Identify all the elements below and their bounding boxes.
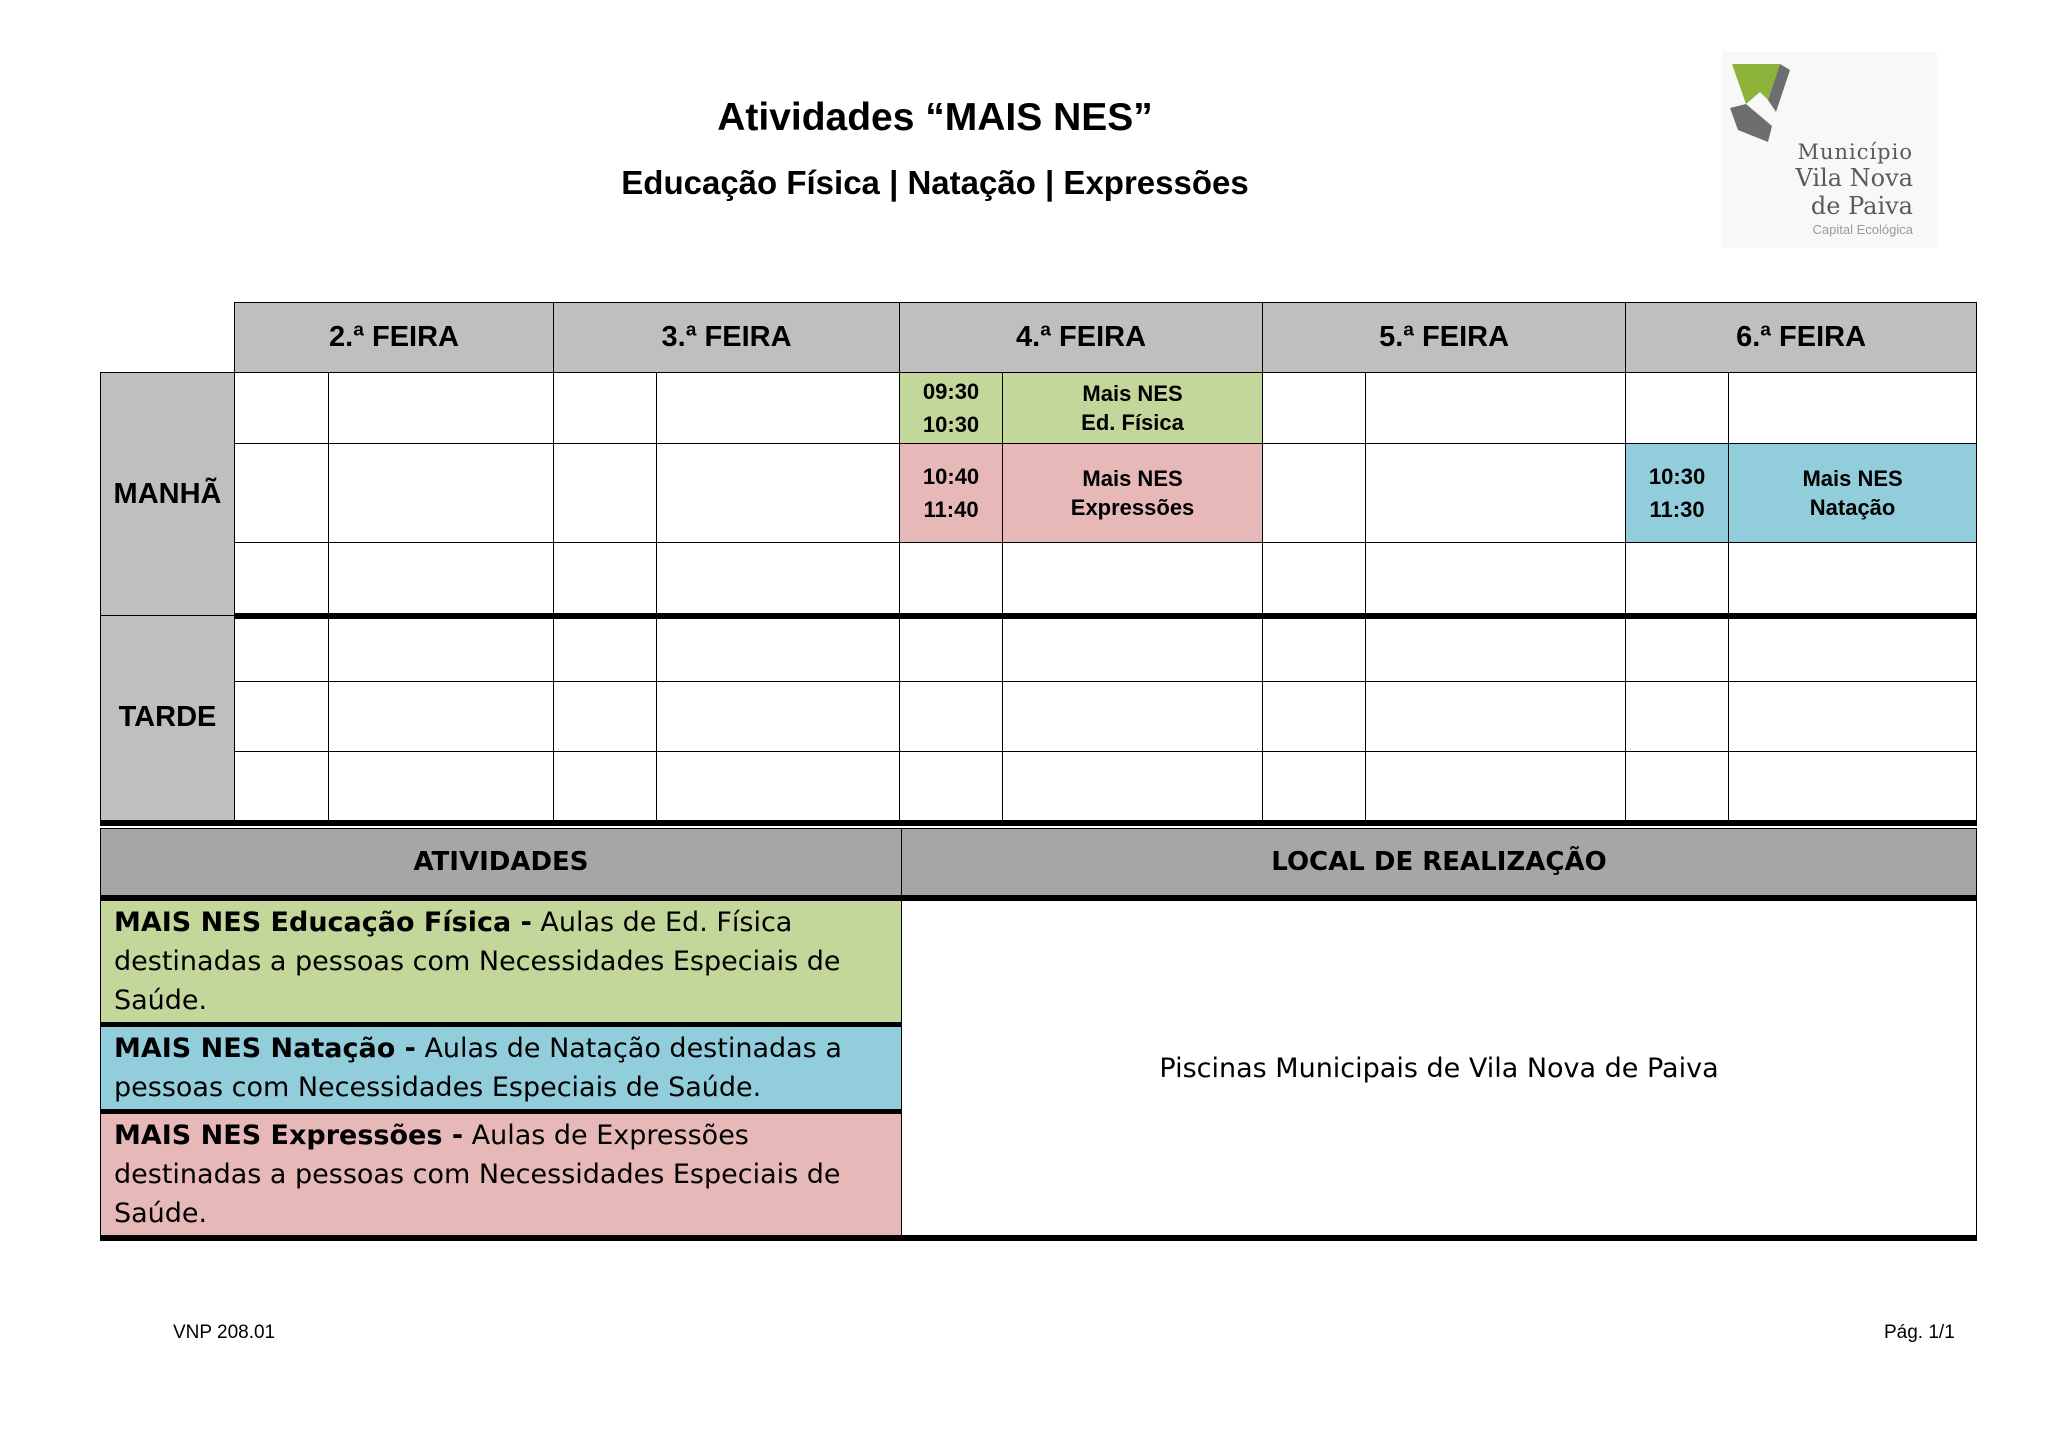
schedule-cell bbox=[1263, 373, 1366, 444]
session-end: 10:30 bbox=[922, 412, 980, 437]
schedule-cell bbox=[1003, 616, 1263, 682]
schedule-cell bbox=[1366, 543, 1626, 616]
legend-item-description: Aulas de Expressões destinadas a pessoas com Necessidades Especiais de Saúde. bbox=[114, 1120, 841, 1229]
schedule-cell bbox=[1626, 616, 1729, 682]
session-start: 10:30 bbox=[1648, 464, 1706, 489]
schedule-cell bbox=[1003, 682, 1263, 752]
schedule-cell bbox=[554, 444, 657, 543]
weekly-schedule-table bbox=[100, 302, 1977, 826]
schedule-cell bbox=[1626, 752, 1729, 823]
schedule-cell bbox=[554, 543, 657, 616]
schedule-cell bbox=[554, 752, 657, 823]
schedule-cell bbox=[1366, 444, 1626, 543]
schedule-cell bbox=[1263, 752, 1366, 823]
session-start: 10:40 bbox=[922, 464, 980, 489]
schedule-cell bbox=[554, 682, 657, 752]
day-header-monday: 2.ª FEIRA bbox=[235, 303, 554, 373]
activities-legend-table bbox=[100, 828, 1977, 1241]
location-cell: Piscinas Municipais de Vila Nova de Paiva bbox=[902, 898, 1977, 1238]
period-morning: MANHÃ bbox=[101, 373, 235, 616]
schedule-cell bbox=[1729, 682, 1977, 752]
municipality-logo bbox=[1722, 52, 1937, 248]
schedule-cell bbox=[1626, 543, 1729, 616]
schedule-cell bbox=[1366, 752, 1626, 823]
schedule-cell bbox=[1366, 616, 1626, 682]
legend-item-edfisica bbox=[101, 898, 902, 1025]
schedule-cell bbox=[329, 682, 554, 752]
schedule-cell bbox=[1729, 543, 1977, 616]
schedule-cell bbox=[329, 543, 554, 616]
schedule-cell bbox=[657, 752, 900, 823]
session-name-natacao bbox=[1729, 444, 1977, 543]
schedule-cell bbox=[1366, 373, 1626, 444]
schedule-cell bbox=[329, 444, 554, 543]
document-title: Atividades “MAIS NES” bbox=[717, 96, 1153, 139]
session-name-line: Mais NES bbox=[1082, 381, 1183, 406]
schedule-cell bbox=[657, 373, 900, 444]
day-header-wednesday: 4.ª FEIRA bbox=[900, 303, 1263, 373]
schedule-cell bbox=[235, 444, 329, 543]
session-start: 09:30 bbox=[922, 379, 980, 404]
schedule-cell bbox=[235, 682, 329, 752]
schedule-cell bbox=[235, 616, 329, 682]
document-subtitle: Educação Física | Natação | Expressões bbox=[621, 164, 1249, 201]
logo-line-2: Vila Nova bbox=[1795, 164, 1913, 192]
schedule-cell bbox=[1729, 752, 1977, 823]
session-name-expressoes bbox=[1003, 444, 1263, 543]
schedule-cell bbox=[1263, 444, 1366, 543]
schedule-cell bbox=[1729, 616, 1977, 682]
schedule-cell bbox=[329, 373, 554, 444]
schedule-cell bbox=[235, 373, 329, 444]
session-name-line: Mais NES bbox=[1082, 466, 1183, 491]
schedule-cell bbox=[329, 616, 554, 682]
session-time-natacao bbox=[1626, 444, 1729, 543]
schedule-cell bbox=[1626, 373, 1729, 444]
session-name-line: Natação bbox=[1809, 495, 1896, 520]
schedule-cell bbox=[1263, 682, 1366, 752]
schedule-cell bbox=[554, 373, 657, 444]
schedule-cell bbox=[657, 616, 900, 682]
schedule-cell bbox=[1366, 682, 1626, 752]
schedule-cell bbox=[1003, 752, 1263, 823]
schedule-cell bbox=[657, 543, 900, 616]
legend-item-description: Aulas de Natação destinadas a pessoas com Necessidades Especiais de Saúde. bbox=[114, 1033, 842, 1103]
session-name-line: Mais NES bbox=[1802, 466, 1903, 491]
session-end: 11:30 bbox=[1649, 497, 1705, 522]
session-name-line: Expressões bbox=[1070, 495, 1195, 520]
legend-header-activities: ATIVIDADES bbox=[101, 829, 902, 899]
page-number: Pág. 1/1 bbox=[1884, 1322, 1955, 1343]
logo-line-3: de Paiva bbox=[1810, 192, 1913, 220]
schedule-cell bbox=[900, 682, 1003, 752]
schedule-cell bbox=[1626, 682, 1729, 752]
schedule-cell bbox=[554, 616, 657, 682]
legend-item-title: MAIS NES Expressões - bbox=[114, 1120, 464, 1151]
session-name-edfisica bbox=[1003, 373, 1263, 444]
legend-item-title: MAIS NES Educação Física - bbox=[114, 907, 532, 938]
day-header-friday: 6.ª FEIRA bbox=[1626, 303, 1977, 373]
logo-line-1: Município bbox=[1797, 140, 1913, 164]
day-header-tuesday: 3.ª FEIRA bbox=[554, 303, 900, 373]
schedule-cell bbox=[1263, 616, 1366, 682]
logo-tagline: Capital Ecológica bbox=[1812, 222, 1913, 237]
schedule-cell bbox=[235, 543, 329, 616]
schedule-cell bbox=[1003, 543, 1263, 616]
session-time-expressoes bbox=[900, 444, 1003, 543]
schedule-cell bbox=[900, 543, 1003, 616]
schedule-cell bbox=[900, 752, 1003, 823]
session-end: 11:40 bbox=[923, 497, 979, 522]
legend-item-description: Aulas de Ed. Física destinadas a pessoas com Necessidades Especiais de Saúde. bbox=[114, 907, 841, 1016]
legend-item-natacao bbox=[101, 1025, 902, 1112]
schedule-cell bbox=[1729, 373, 1977, 444]
schedule-cell bbox=[900, 616, 1003, 682]
table-corner bbox=[101, 303, 235, 373]
schedule-cell bbox=[235, 752, 329, 823]
period-afternoon: TARDE bbox=[101, 616, 235, 823]
document-code: VNP 208.01 bbox=[173, 1322, 276, 1343]
schedule-cell bbox=[657, 444, 900, 543]
session-name-line: Ed. Física bbox=[1081, 410, 1184, 435]
schedule-cell bbox=[1263, 543, 1366, 616]
session-time-edfisica bbox=[900, 373, 1003, 444]
schedule-cell bbox=[329, 752, 554, 823]
schedule-cell bbox=[657, 682, 900, 752]
legend-item-title: MAIS NES Natação - bbox=[114, 1033, 416, 1064]
legend-item-expressoes bbox=[101, 1112, 902, 1239]
day-header-thursday: 5.ª FEIRA bbox=[1263, 303, 1626, 373]
legend-header-location: LOCAL DE REALIZAÇÃO bbox=[902, 829, 1977, 899]
